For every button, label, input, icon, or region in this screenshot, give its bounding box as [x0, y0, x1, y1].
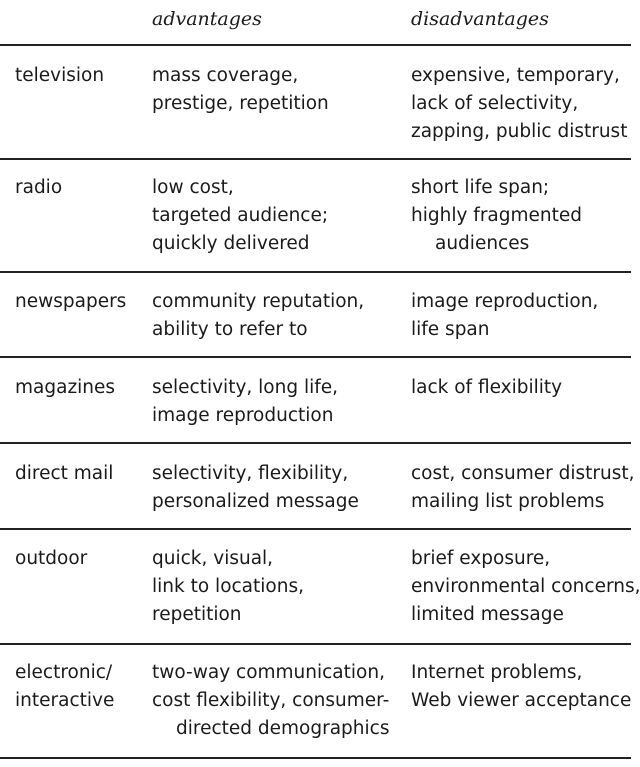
disadvantages-header: disadvantages	[411, 8, 549, 30]
row-divider	[0, 271, 631, 273]
disadvantage-line: image reproduction,	[411, 291, 599, 312]
row-divider	[0, 643, 631, 645]
advantages-header: advantages	[152, 8, 262, 30]
medium-cell	[15, 460, 113, 488]
advantage-line: community reputation,	[152, 291, 365, 312]
disadvantage-line: life span	[411, 319, 490, 340]
advantages-cell	[152, 374, 338, 430]
medium-cell	[15, 62, 104, 90]
row-divider	[0, 158, 631, 160]
advantage-line: image reproduction	[152, 405, 334, 426]
advantage-line: cost flexibility, consumer-	[152, 690, 390, 711]
advantage-line: prestige, repetition	[152, 93, 329, 114]
disadvantage-line: lack of flexibility	[411, 377, 563, 398]
medium-label: interactive	[15, 690, 115, 711]
disadvantage-line: Internet problems,	[411, 662, 583, 683]
advantage-line: quick, visual,	[152, 548, 274, 569]
advantages-cell	[152, 460, 359, 516]
advantages-cell	[152, 659, 389, 743]
disadvantage-line: brief exposure,	[411, 548, 551, 569]
medium-cell	[15, 174, 62, 202]
advantage-line: repetition	[152, 604, 242, 625]
medium-label: direct mail	[15, 463, 114, 484]
advantage-line: selectivity, flexibility,	[152, 463, 349, 484]
disadvantage-line: highly fragmented	[411, 205, 583, 226]
disadvantages-cell	[411, 659, 631, 715]
medium-label: television	[15, 65, 105, 86]
header-rule	[0, 44, 631, 46]
advantage-line: selectivity, long life,	[152, 377, 339, 398]
disadvantages-cell	[411, 460, 635, 516]
disadvantage-line: audiences	[435, 233, 530, 254]
table-bottom-rule	[0, 757, 631, 759]
medium-cell	[15, 288, 126, 316]
advantage-line: targeted audience;	[152, 205, 329, 226]
advantages-cell	[152, 174, 328, 258]
advantage-line: mass coverage,	[152, 65, 299, 86]
advantage-line: link to locations,	[152, 576, 304, 597]
advantage-line: directed demographics	[176, 718, 390, 739]
disadvantage-line: cost, consumer distrust,	[411, 463, 635, 484]
medium-label: magazines	[15, 377, 116, 398]
row-divider	[0, 442, 631, 444]
disadvantage-line: zapping, public distrust	[411, 121, 628, 142]
advantage-line: low cost,	[152, 177, 234, 198]
disadvantages-cell	[411, 374, 562, 402]
medium-cell	[15, 659, 114, 715]
advantages-cell	[152, 62, 329, 118]
advantage-line: ability to refer to	[152, 319, 308, 340]
disadvantage-line: short life span;	[411, 177, 550, 198]
disadvantages-cell	[411, 288, 598, 344]
medium-label: electronic/	[15, 662, 113, 683]
row-divider	[0, 528, 631, 530]
medium-label: newspapers	[15, 291, 127, 312]
disadvantages-cell	[411, 174, 582, 258]
disadvantage-line: mailing list problems	[411, 491, 605, 512]
advantages-cell	[152, 545, 304, 629]
medium-cell	[15, 545, 87, 573]
medium-label: outdoor	[15, 548, 88, 569]
disadvantages-cell	[411, 545, 640, 629]
disadvantage-line: expensive, temporary,	[411, 65, 620, 86]
medium-label: radio	[15, 177, 63, 198]
advantage-line: quickly delivered	[152, 233, 310, 254]
medium-cell	[15, 374, 115, 402]
advantage-line: personalized message	[152, 491, 359, 512]
row-divider	[0, 356, 631, 358]
disadvantage-line: Web viewer acceptance	[411, 690, 632, 711]
advantage-line: two-way communication,	[152, 662, 385, 683]
disadvantage-line: limited message	[411, 604, 564, 625]
disadvantage-line: lack of selectivity,	[411, 93, 579, 114]
disadvantage-line: environmental concerns,	[411, 576, 640, 597]
disadvantages-cell	[411, 62, 627, 146]
advantages-cell	[152, 288, 364, 344]
